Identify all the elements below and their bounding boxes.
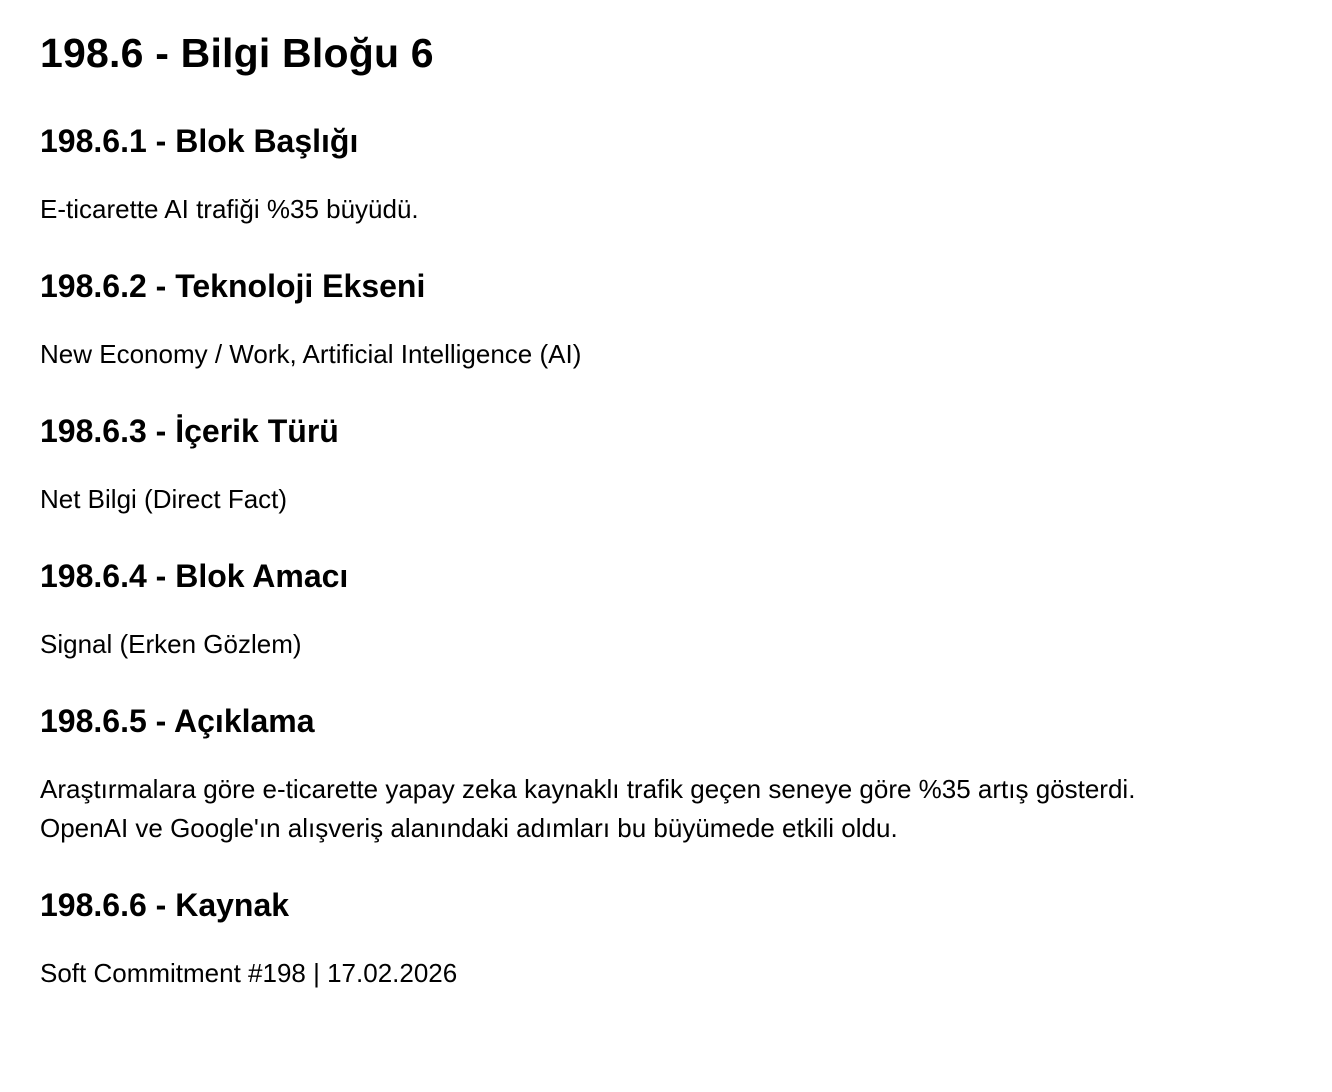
section-body: Soft Commitment #198 | 17.02.2026 (40, 958, 458, 988)
section-heading: 198.6.1 - Blok Başlığı (40, 123, 359, 159)
description-line-2: OpenAI ve Google'ın alışveriş alanındaki adımları bu büyümede etkili oldu. (40, 813, 898, 843)
section-body (40, 770, 1292, 848)
section-heading: 198.6.3 - İçerik Türü (40, 413, 339, 449)
section-block-purpose (40, 557, 1292, 664)
section-body: E-ticarette AI trafiği %35 büyüdü. (40, 194, 419, 224)
section-description (40, 702, 1292, 848)
section-heading: 198.6.2 - Teknoloji Ekseni (40, 268, 426, 304)
section-body: New Economy / Work, Artificial Intelligence (AI) (40, 339, 582, 369)
section-technology-axis (40, 267, 1292, 374)
section-body: Signal (Erken Gözlem) (40, 629, 302, 659)
section-heading: 198.6.5 - Açıklama (40, 703, 315, 739)
section-source (40, 886, 1292, 993)
section-block-title (40, 122, 1292, 229)
description-line-1: Araştırmalara göre e-ticarette yapay zeka kaynaklı trafik geçen seneye göre %35 artış gösterdi. (40, 774, 1136, 804)
section-body: Net Bilgi (Direct Fact) (40, 484, 288, 514)
page-title: 198.6 - Bilgi Bloğu 6 (40, 30, 434, 76)
section-heading: 198.6.6 - Kaynak (40, 887, 290, 923)
section-heading: 198.6.4 - Blok Amacı (40, 558, 349, 594)
section-content-type (40, 412, 1292, 519)
